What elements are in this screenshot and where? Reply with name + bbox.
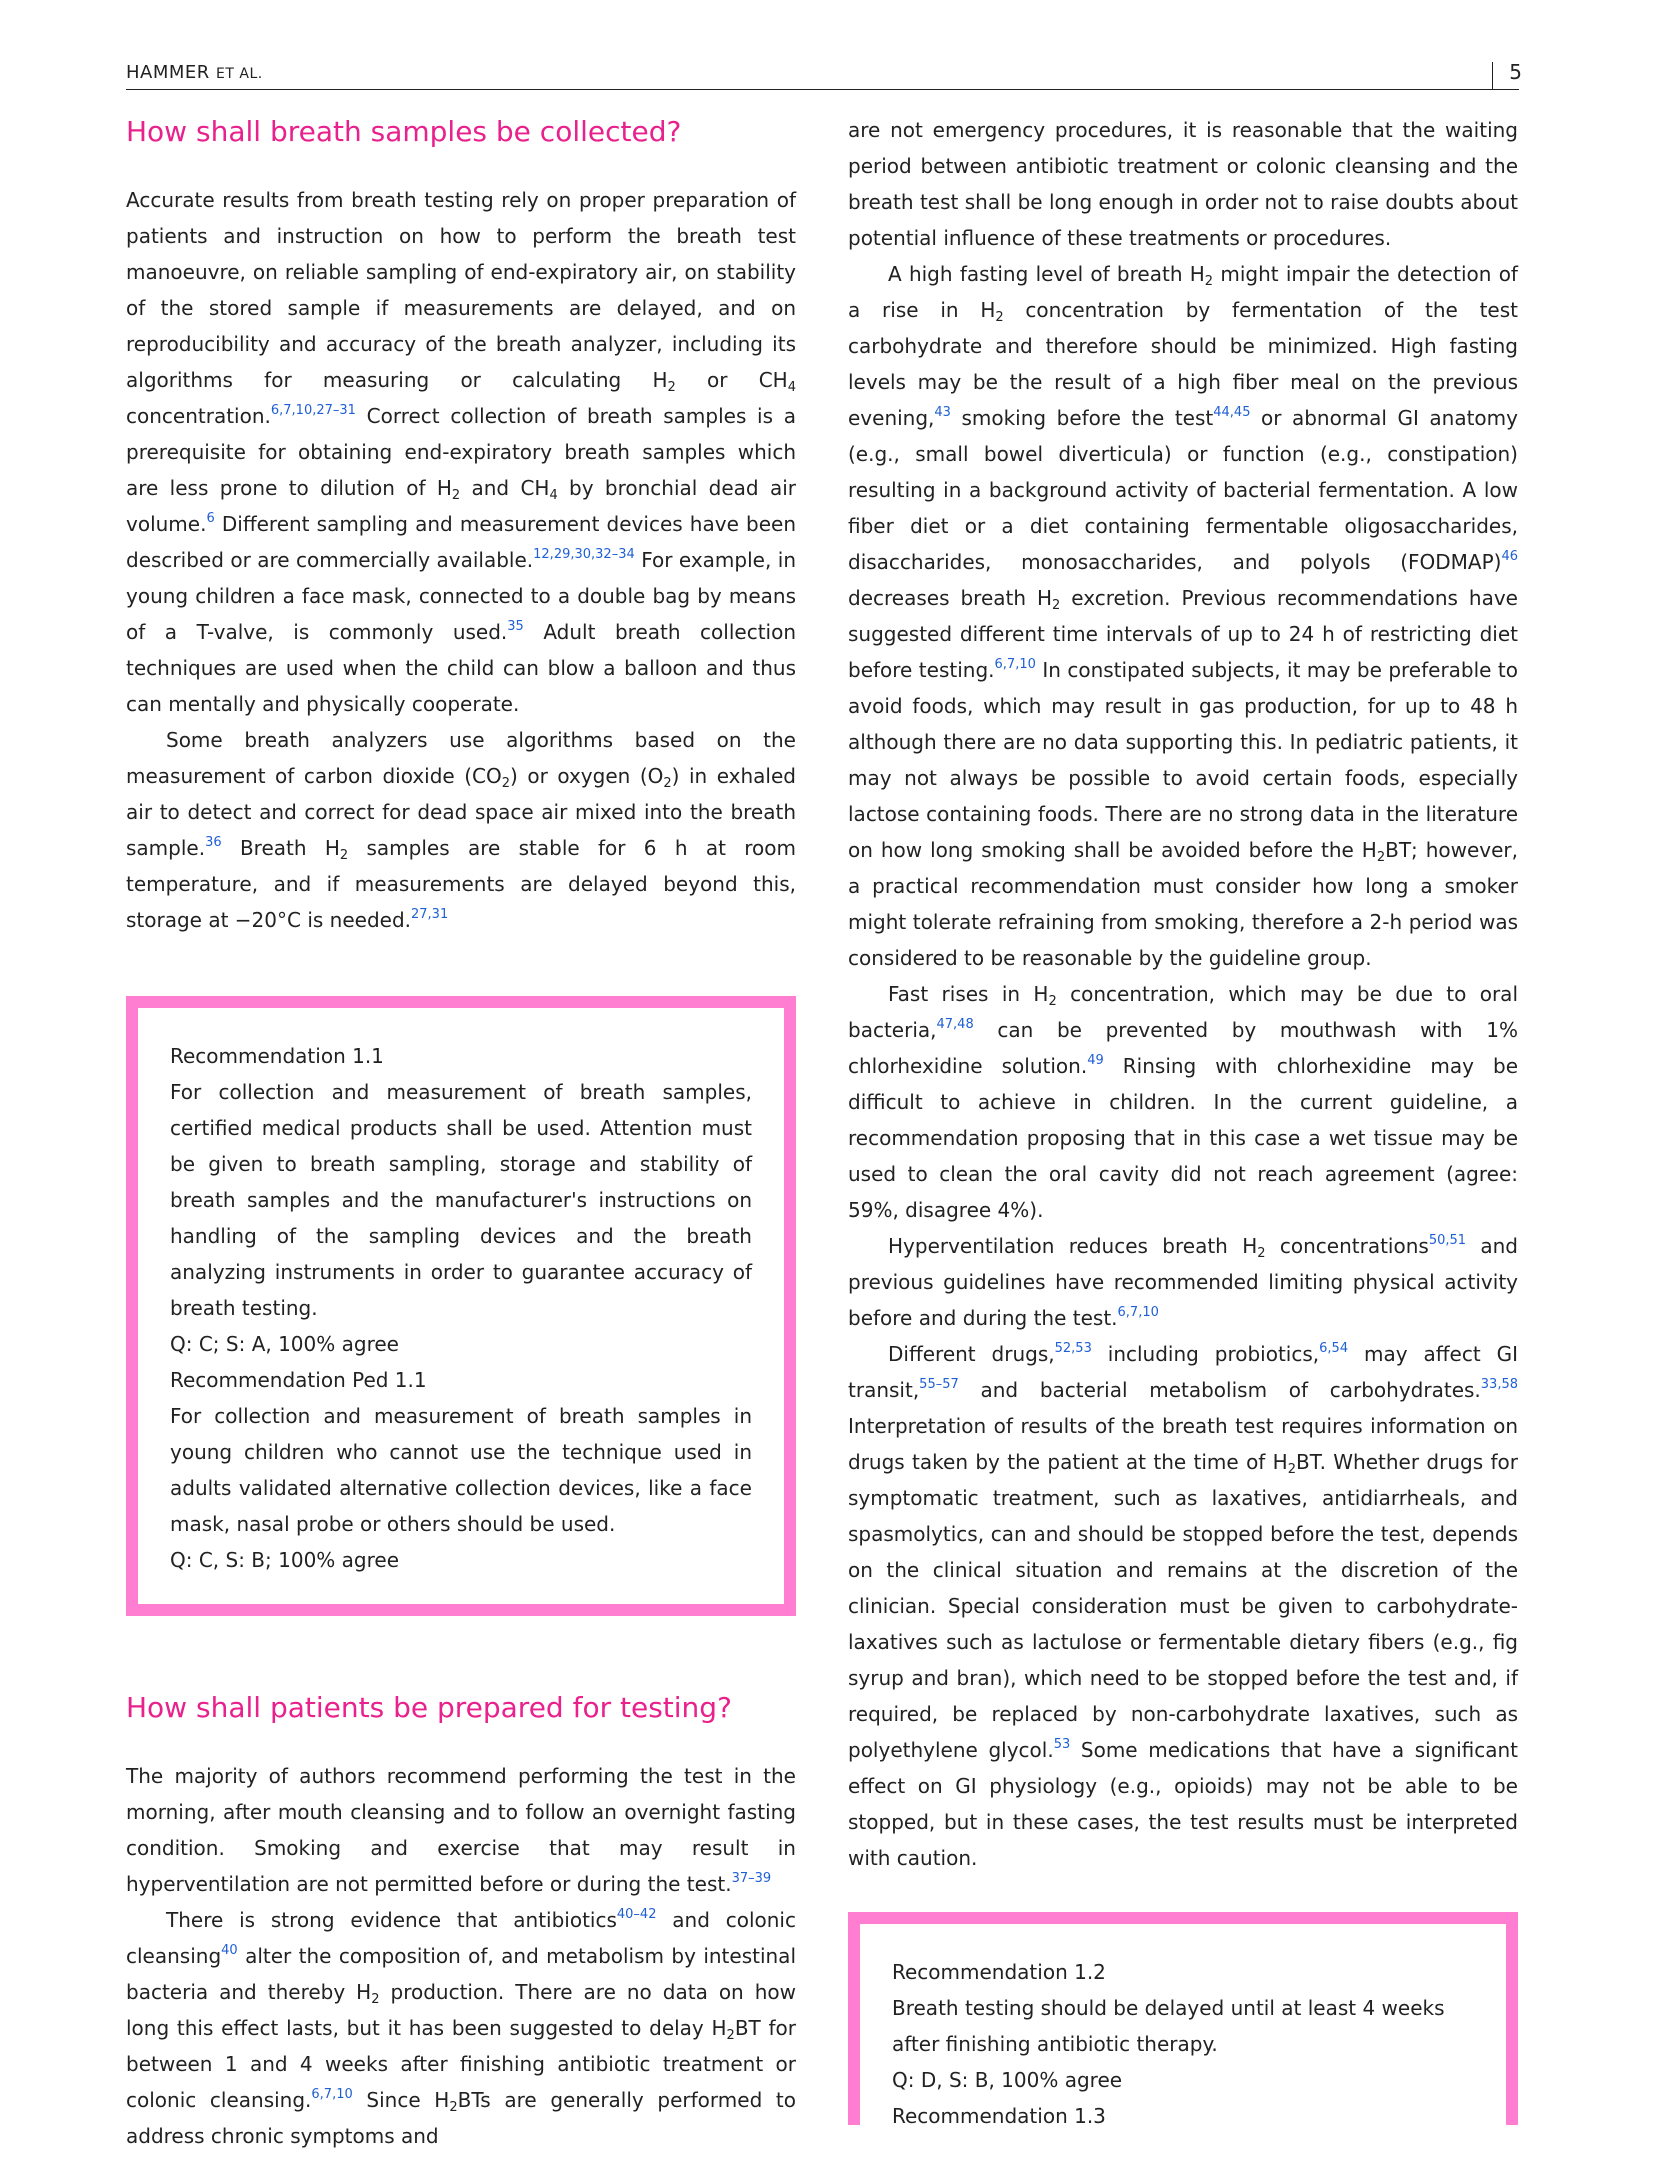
paragraph-accurate-results: Accurate results from breath testing rely on proper preparation of patients and instruction on how to perform the breath test manoeuvre, on reliable sampling of end-expiratory air, on stability of the stored sample if measurements are delayed, and on reproducibility and accuracy of the breath analyzer, including its algorithms for measuring or calculating $H_2$ or $CH_4$ concentration.$^{6,7,10,27-31}$ Correct collection of breath samples is a prerequisite for obtaining end-expiratory breath samples which are less prone to dilution of $H_2$ and $CH_4$ by bronchial dead air volume.$^6$ Different sampling and measurement devices have been described or are commercially available.$^{12,29,30,32-34}$ For example, in young children a face mask, connected to a double bag by means of a T-valve, is commonly used.$^{35}$ Adult breath collection techniques are used when the child can blow a balloon and thus can mentally and physically cooperate. — [126, 188, 797, 716]
citation-link[interactable]: 6 — [206, 511, 215, 526]
running-head — [126, 62, 263, 83]
paragraph-breath-analyzers: Some breath analyzers use algorithms based on the measurement of carbon dioxide $(CO_2)$ or oxygen $(O_2)$ in exhaled air to detect and correct for dead space air mixed into the breath sample.$^{36}$ Breath $H_2$ samples are stable for 6 h at room temperature, and if measurements are delayed beyond this, storage at −20°C is needed.$^{27,31}$ — [126, 728, 796, 932]
recommendation-grade: Q: C; S: A, 100% agree — [170, 1332, 399, 1356]
citation-link[interactable]: 44,45 — [1213, 405, 1251, 420]
citation-link[interactable]: 52,53 — [1054, 1341, 1092, 1356]
citation-link[interactable]: 49 — [1087, 1053, 1104, 1068]
citation-link[interactable]: 6,54 — [1319, 1341, 1349, 1356]
recommendation-title: Recommendation 1.2 — [892, 1960, 1106, 1984]
citation-link[interactable]: 6,7,10 — [994, 657, 1036, 672]
citation-link[interactable]: 55–57 — [919, 1377, 959, 1392]
citation-link[interactable]: 50,51 — [1428, 1233, 1467, 1248]
recommendation-title: Recommendation 1.3 — [892, 2104, 1106, 2125]
recommendation-text: Breath testing should be delayed until at least 4 weeks after finishing antibiotic therapy. — [892, 1996, 1445, 2056]
header-tick-divider — [1492, 62, 1493, 89]
citation-link[interactable]: 40 — [221, 1943, 238, 1958]
citation-link[interactable]: 40–42 — [616, 1907, 657, 1922]
running-head-etal: ET AL. — [216, 66, 263, 82]
citation-link[interactable]: 37–39 — [731, 1871, 772, 1886]
recommendation-box-1-1 — [126, 996, 796, 1616]
recommendation-grade: Q: C, S: B; 100% agree — [170, 1548, 400, 1572]
citation-link[interactable]: 6,7,10 — [1117, 1305, 1159, 1320]
citation-link[interactable]: 53 — [1053, 1737, 1071, 1752]
paragraph-hyperventilation: Hyperventilation reduces breath $H_2$ concentrations$^{50,51}$ and previous guidelines have recommended limiting physical activity before and during the test.$^{6,7,10}$ — [848, 1233, 1518, 1330]
citation-link[interactable]: 27,31 — [411, 907, 449, 922]
citation-link[interactable]: 6,7,10,27–31 — [270, 403, 356, 418]
page-number: 5 — [1509, 60, 1522, 84]
recommendation-title: Recommendation Ped 1.1 — [170, 1368, 427, 1392]
paragraph-different-drugs: Different drugs,$^{52,53}$ including probiotics,$^{6,54}$ may affect GI transit,$^{55-57}$ and bacterial metabolism of carbohydrates.$^{33,58}$ Interpretation of results of the breath test requires information on drugs taken by the patient at the time of $H_2BT$. Whether drugs for symptomatic treatment, such as laxatives, antidiarrheals, and spasmolytics, can and should be stopped before the test, depends on the clinical situation and remains at the discretion of the clinician. Special consideration must be given to carbohydrate-laxatives such as lactulose or fermentable dietary fibers (e.g., fig syrup and bran), which need to be stopped before the test and, if required, be replaced by non-carbohydrate laxatives, such as polyethylene glycol.$^{53}$ Some medications that have a significant effect on GI physiology (e.g., opioids) may not be able to be stopped, but in these cases, the test results must be interpreted with caution. — [848, 1341, 1518, 1870]
recommendation-text: For collection and measurement of breath samples, certified medical products shall be used. Attention must be given to breath sampling, storage and stability of breath samples and the manufacturer's instructions on handling of the sampling devices and the breath analyzing instruments in order to guarantee accuracy of breath testing. — [170, 1080, 752, 1320]
paragraph-high-fasting: A high fasting level of breath $H_2$ might impair the detection of a rise in $H_2$ concentration by fermentation of the test carbohydrate and therefore should be minimized. High fasting levels may be the result of a high fiber meal on the previous evening,$^{43}$ smoking before the test$^{44,45}$ or abnormal GI anatomy (e.g., small bowel diverticula) or function (e.g., constipation) resulting in a background activity of bacterial fermentation. A low fiber diet or a diet containing fermentable oligosaccharides, disaccharides, monosaccharides, and polyols (FODMAP)$^{46}$ decreases breath $H_2$ excretion. Previous recommendations have suggested different time intervals of up to 24 h of restricting diet before testing.$^{6,7,10}$ In constipated subjects, it may be preferable to avoid foods, which may result in gas production, for up to 48 h although there are no data supporting this. In pediatric patients, it may not always be possible to avoid certain foods, especially lactose containing foods. There are no strong data in the literature on how long smoking shall be avoided before the $H_2BT$; however, a practical recommendation must consider how long a smoker might tolerate refraining from smoking, therefore a 2-h period was considered to be reasonable by the guideline group. — [848, 262, 1519, 970]
paragraph-fast-rises: Fast rises in $H_2$ concentration, which may be due to oral bacteria,$^{47,48}$ can be prevented by mouthwash with 1% chlorhexidine solution.$^{49}$ Rinsing with chlorhexidine may be difficult to achieve in children. In the current guideline, a recommendation proposing that in this case a wet tissue may be used to clean the oral cavity did not reach agreement (agree: 59%, disagree 4%). — [848, 982, 1518, 1222]
citation-link[interactable]: 43 — [934, 405, 951, 420]
header-rule — [126, 89, 1519, 90]
paragraph-emergency-procedures: are not emergency procedures, it is reasonable that the waiting period between antibiotic treatment or colonic cleansing and the breath test shall be long enough in order not to raise doubts about potential influence of these treatments or procedures. — [848, 118, 1518, 250]
citation-link[interactable]: 33,58 — [1480, 1377, 1518, 1392]
running-head-author: HAMMER — [126, 62, 210, 83]
section-heading-prepared: How shall patients be prepared for testing? — [126, 1691, 732, 1724]
recommendation-title: Recommendation 1.1 — [170, 1044, 384, 1068]
section-heading-collected: How shall breath samples be collected? — [126, 115, 682, 148]
citation-link[interactable]: 46 — [1501, 549, 1518, 564]
recommendation-grade: Q: D, S: B, 100% agree — [892, 2068, 1123, 2092]
recommendation-text: For collection and measurement of breath samples in young children who cannot use the technique used in adults validated alternative collection devices, like a face mask, nasal probe or others should be used. — [170, 1404, 752, 1536]
citation-link[interactable]: 35 — [507, 619, 524, 634]
recommendation-box-1-2 — [848, 1912, 1518, 2125]
left-column — [126, 112, 796, 2154]
citation-link[interactable]: 47,48 — [936, 1017, 974, 1032]
right-column — [848, 112, 1518, 2125]
citation-link[interactable]: 12,29,30,32–34 — [533, 547, 635, 562]
citation-link[interactable]: 6,7,10 — [311, 2087, 353, 2102]
citation-link[interactable]: 36 — [205, 835, 222, 850]
paragraph-antibiotics: There is strong evidence that antibiotics$^{40-42}$ and colonic cleansing$^{40}$ alter the composition of, and metabolism by intestinal bacteria and thereby $H_2$ production. There are no data on how long this effect lasts, but it has been suggested to delay $H_2BT$ for between 1 and 4 weeks after finishing antibiotic treatment or colonic cleansing.$^{6,7,10}$ Since $H_2BTs$ are generally performed to address chronic symptoms and — [126, 1907, 797, 2148]
paragraph-majority-authors: The majority of authors recommend performing the test in the morning, after mouth cleansing and to follow an overnight fasting condition. Smoking and exercise that may result in hyperventilation are not permitted before or during the test.$^{37-39}$ — [126, 1764, 796, 1896]
